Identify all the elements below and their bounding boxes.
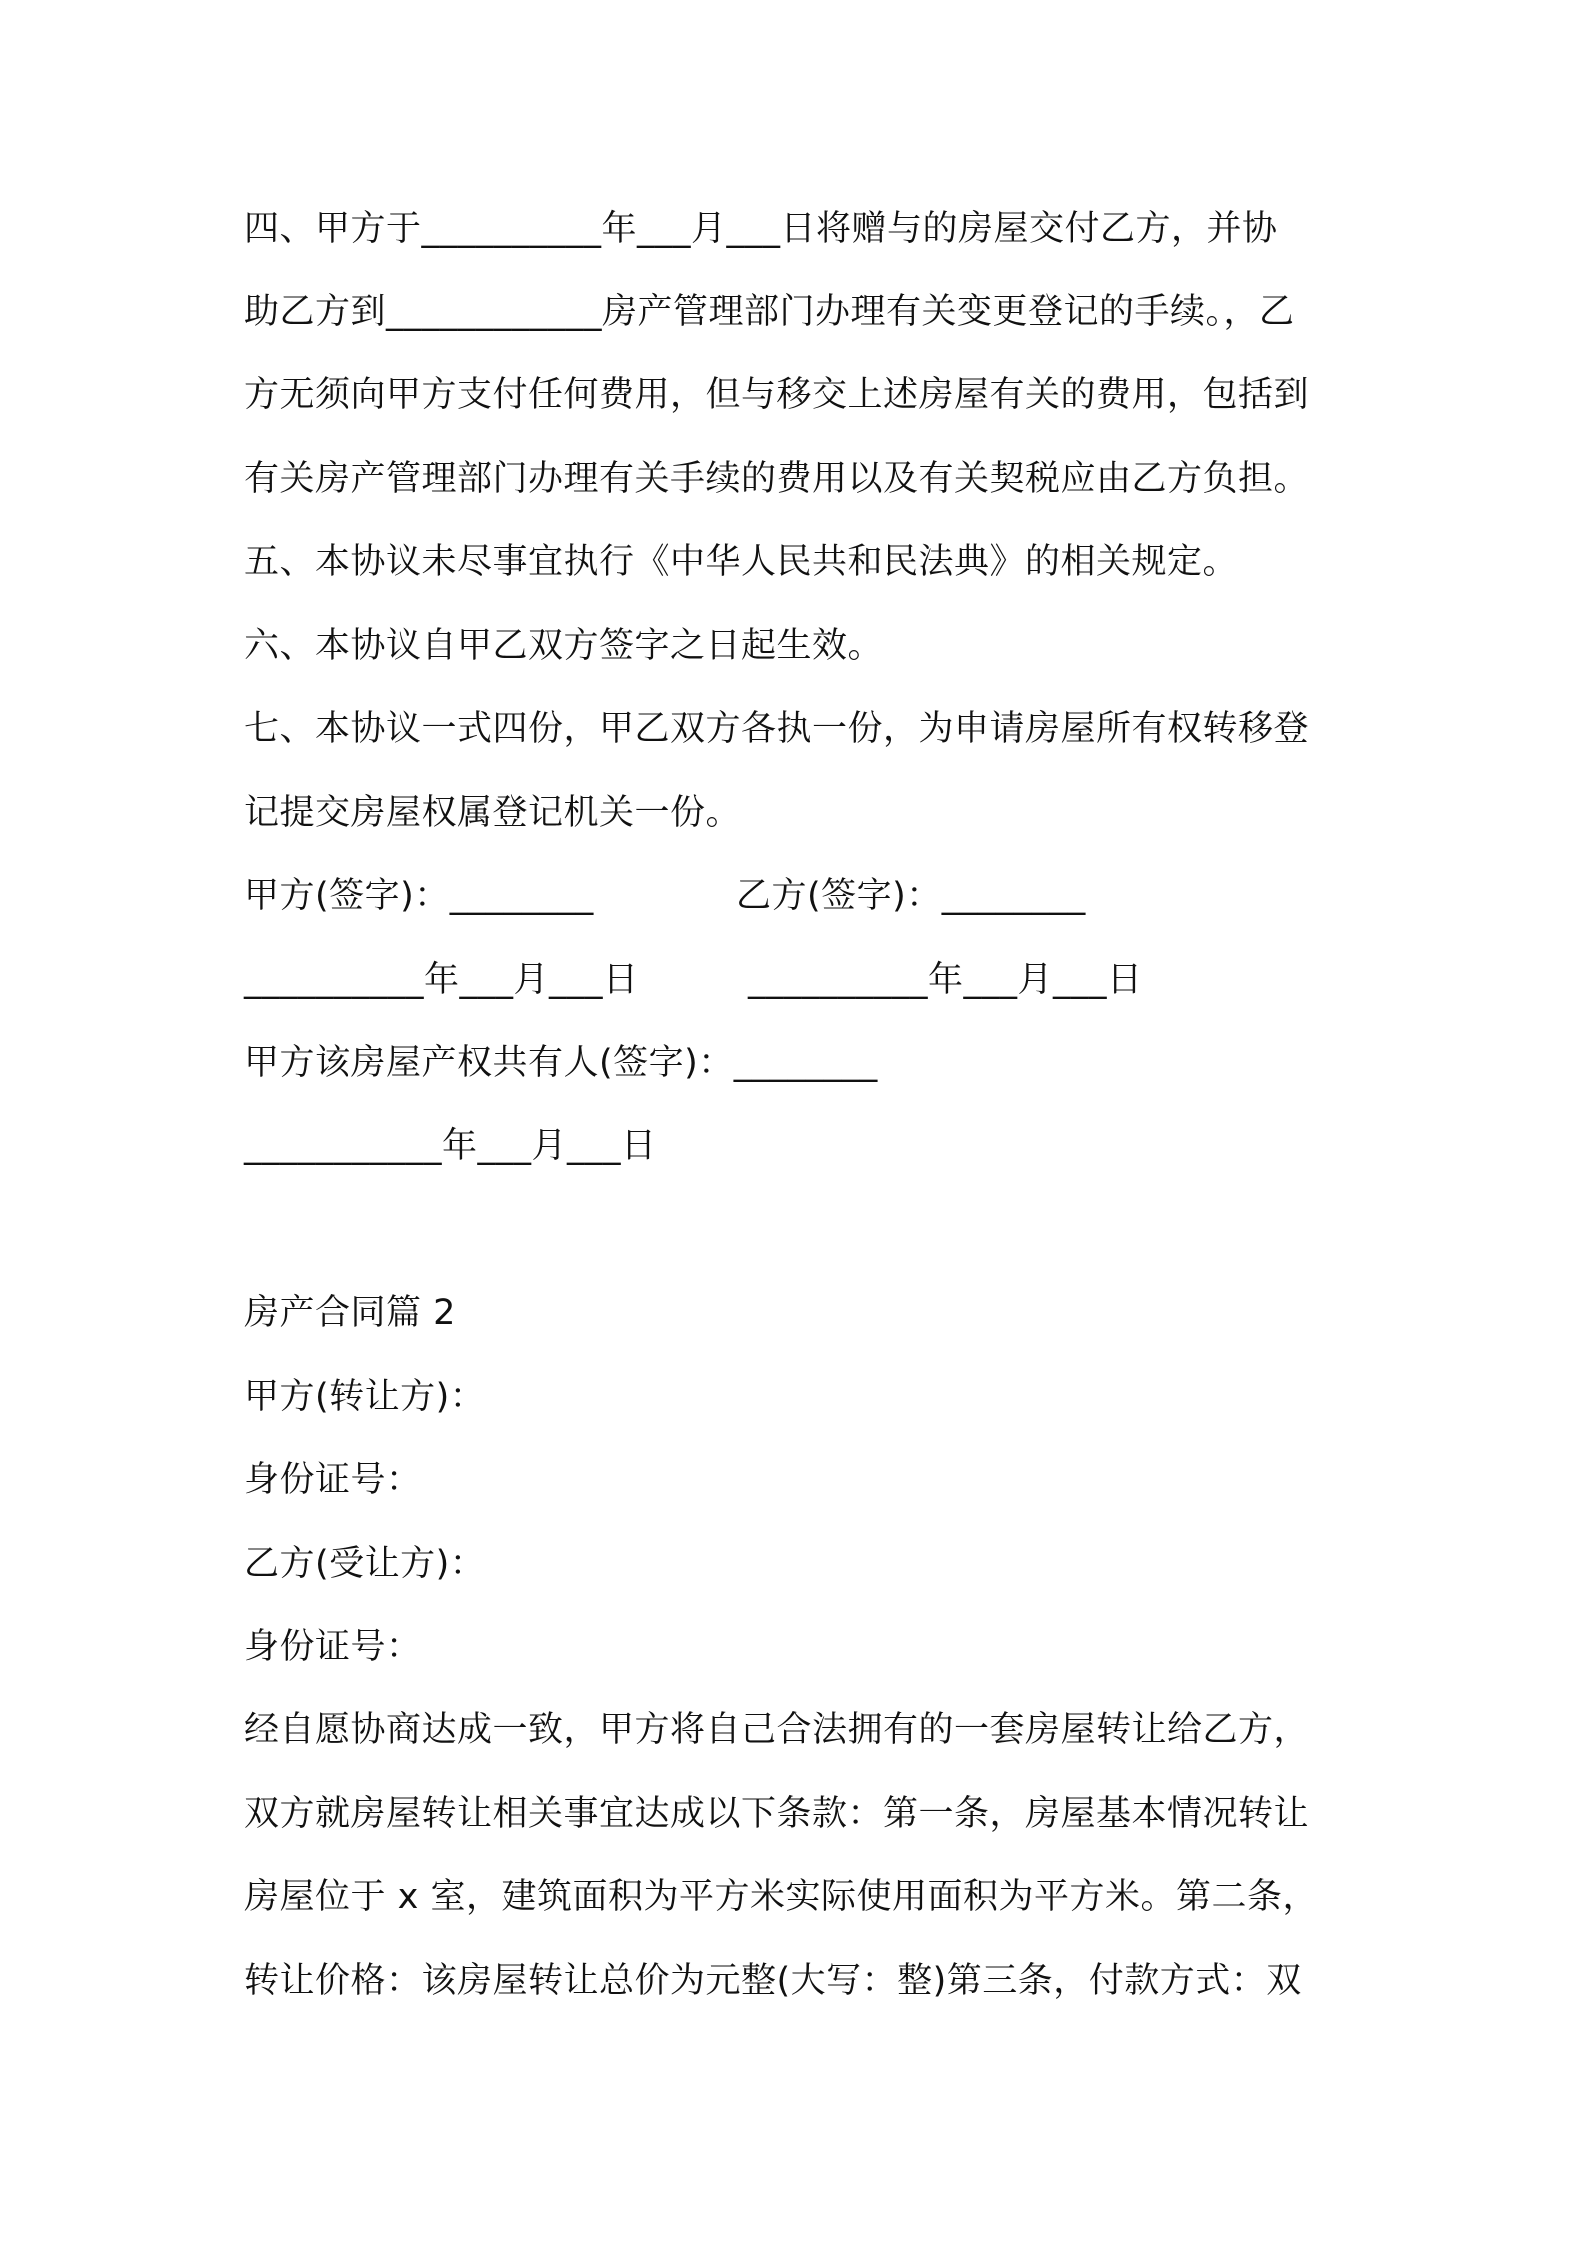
- co-owner-date: ___________年___月___日: [244, 1126, 657, 1166]
- co-owner-signature: 甲方该房屋产权共有人(签字)：________: [244, 1043, 878, 1083]
- clause-4-line-3: 方无须向甲方支付任何费用，但与移交上述房屋有关的费用，包括到: [244, 375, 1310, 415]
- agreement-body-line-3: 房屋位于 x 室，建筑面积为平方米实际使用面积为平方米。第二条，: [244, 1877, 1318, 1917]
- section-2-title: 房产合同篇 2: [244, 1293, 456, 1333]
- clause-4-line-4: 有关房产管理部门办理有关手续的费用以及有关契税应由乙方负担。: [244, 459, 1310, 499]
- transferor-label: 甲方(转让方)：: [244, 1377, 486, 1417]
- transferee-id-label: 身份证号：: [244, 1627, 422, 1667]
- party-a-date: __________年___月___日: [244, 960, 639, 1000]
- clause-6: 六、本协议自甲乙双方签字之日起生效。: [244, 626, 884, 666]
- party-b-date: __________年___月___日: [748, 960, 1143, 1000]
- agreement-body-line-1: 经自愿协商达成一致，甲方将自己合法拥有的一套房屋转让给乙方，: [244, 1710, 1310, 1750]
- transferor-id-label: 身份证号：: [244, 1460, 422, 1500]
- agreement-body-line-4: 转让价格：该房屋转让总价为元整(大写：整)第三条，付款方式：双: [244, 1961, 1302, 2001]
- transferee-label: 乙方(受让方)：: [244, 1544, 486, 1584]
- clause-4-line-2: 助乙方到____________房产管理部门办理有关变更登记的手续。，乙: [244, 292, 1295, 332]
- clause-7-line-2: 记提交房屋权属登记机关一份。: [244, 793, 742, 833]
- party-b-signature: 乙方(签字)：________: [736, 876, 1086, 916]
- party-a-signature: 甲方(签字)：________: [244, 876, 594, 916]
- clause-7-line-1: 七、本协议一式四份，甲乙双方各执一份，为申请房屋所有权转移登: [244, 709, 1310, 749]
- clause-4-line-1: 四、甲方于__________年___月___日将赠与的房屋交付乙方，并协: [244, 209, 1278, 249]
- clause-5: 五、本协议未尽事宜执行《中华人民共和民法典》的相关规定。: [244, 542, 1239, 582]
- agreement-body-line-2: 双方就房屋转让相关事宜达成以下条款：第一条，房屋基本情况转让: [244, 1794, 1310, 1834]
